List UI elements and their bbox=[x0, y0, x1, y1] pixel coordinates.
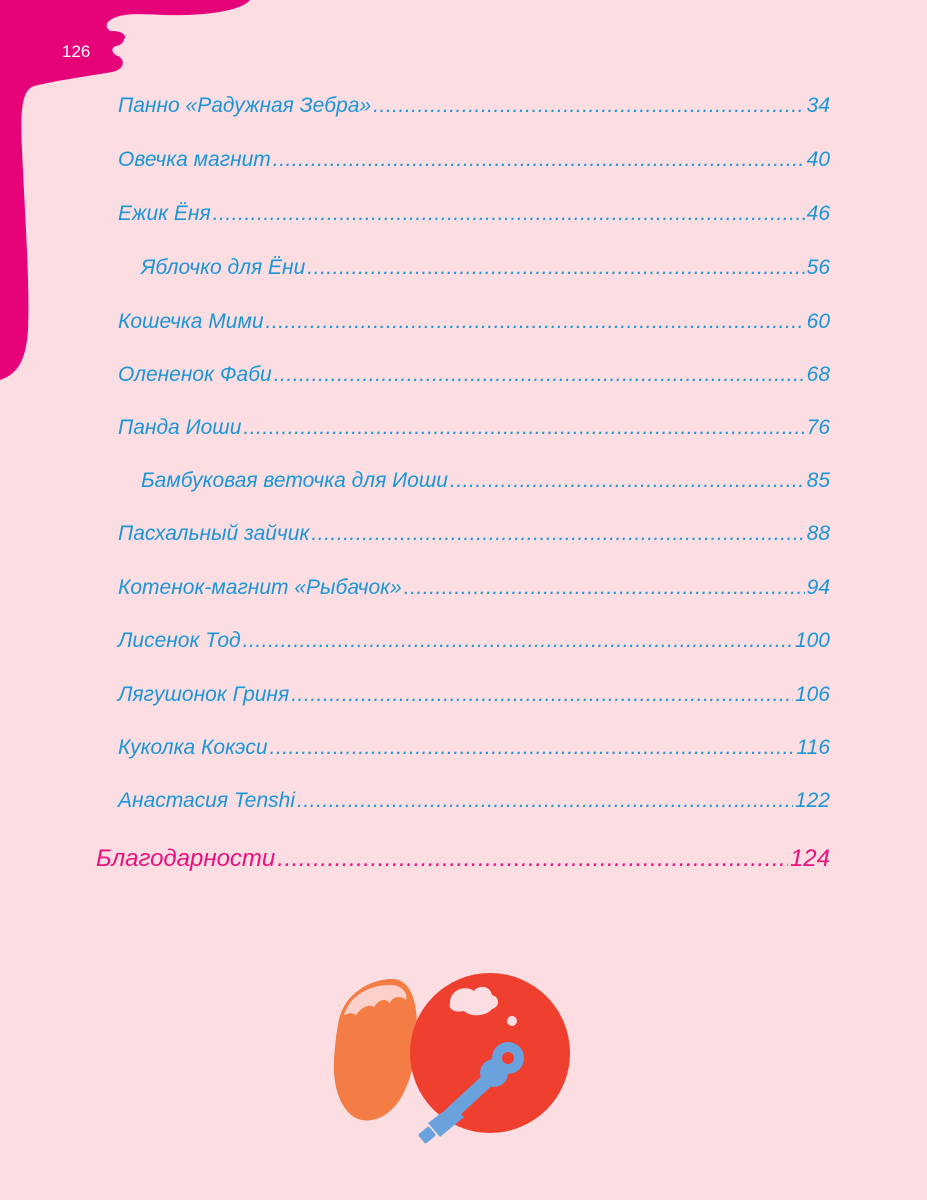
acorn-ball-key-illustration bbox=[320, 945, 570, 1155]
toc-entry-page: 85 bbox=[806, 469, 830, 492]
toc-entry-page: 46 bbox=[806, 202, 830, 225]
toc-entry-page: 100 bbox=[794, 629, 830, 652]
toc-entry-title: Панно «Радужная Зебра» bbox=[118, 94, 372, 117]
dot-leader bbox=[274, 363, 805, 387]
toc-entry-page: 76 bbox=[806, 416, 830, 439]
toc-entry-title: Лягушонок Гриня bbox=[118, 683, 290, 706]
toc-entry-page: 60 bbox=[806, 310, 830, 333]
toc-entry[interactable] bbox=[118, 629, 830, 653]
toc-entry[interactable] bbox=[118, 576, 830, 600]
dot-leader bbox=[373, 94, 804, 118]
toc-entry-title: Кошечка Мими bbox=[118, 310, 264, 333]
toc-entry-page: 88 bbox=[806, 522, 830, 545]
toc-entry[interactable] bbox=[118, 94, 830, 118]
toc-entry-page: 94 bbox=[806, 576, 830, 599]
dot-leader bbox=[307, 256, 804, 280]
toc-entry-page: 106 bbox=[794, 683, 830, 706]
toc-entry-title: Яблочко для Ёни bbox=[141, 256, 306, 279]
toc-entry[interactable] bbox=[118, 202, 830, 226]
toc-final-entry[interactable] bbox=[96, 845, 830, 873]
toc-entry[interactable] bbox=[118, 416, 830, 440]
dot-leader bbox=[297, 789, 793, 813]
toc-entry-title: Панда Иоши bbox=[118, 416, 242, 439]
page-number: 126 bbox=[62, 42, 91, 61]
toc-entry-title: Лисенок Тод bbox=[118, 629, 241, 652]
toc-entry-title: Бамбуковая веточка для Иоши bbox=[141, 469, 448, 492]
toc-subentry[interactable] bbox=[141, 469, 830, 493]
toc-entry-title: Пасхальный зайчик bbox=[118, 522, 310, 545]
dot-leader bbox=[277, 845, 788, 873]
dot-leader bbox=[266, 310, 805, 334]
toc-entry[interactable] bbox=[118, 789, 830, 813]
toc-entry-title: Котенок-магнит «Рыбачок» bbox=[118, 576, 402, 599]
toc-entry-title: Благодарности bbox=[96, 845, 276, 872]
toc-entry-page: 122 bbox=[794, 789, 830, 812]
dot-leader bbox=[291, 683, 793, 707]
dot-leader bbox=[311, 522, 804, 546]
toc-entry-title: Ежик Ёня bbox=[118, 202, 211, 225]
dot-leader bbox=[243, 629, 793, 653]
toc-entry-title: Куколка Кокэси bbox=[118, 736, 268, 759]
dot-leader bbox=[450, 469, 805, 493]
toc-entry-page: 116 bbox=[796, 736, 830, 759]
toc-entry-title: Олененок Фаби bbox=[118, 363, 272, 386]
dot-leader bbox=[273, 148, 805, 172]
dot-leader bbox=[243, 416, 804, 440]
toc-entry[interactable] bbox=[118, 148, 830, 172]
toc-entry[interactable] bbox=[118, 522, 830, 546]
toc-entry-page: 124 bbox=[789, 845, 830, 872]
toc-entry-page: 68 bbox=[806, 363, 830, 386]
dot-leader bbox=[270, 736, 795, 760]
toc-entry-title: Анастасия Tenshi bbox=[118, 789, 296, 812]
toc-subentry[interactable] bbox=[141, 256, 830, 280]
dot-leader bbox=[404, 576, 805, 600]
toc-entry[interactable] bbox=[118, 736, 830, 760]
toc-entry[interactable] bbox=[118, 310, 830, 334]
toc-entry-page: 40 bbox=[806, 148, 830, 171]
toc-entry-title: Овечка магнит bbox=[118, 148, 271, 171]
toc-entry[interactable] bbox=[118, 683, 830, 707]
toc-entry-page: 56 bbox=[806, 256, 830, 279]
toc-entry[interactable] bbox=[118, 363, 830, 387]
toc-entry-page: 34 bbox=[806, 94, 830, 117]
dot-leader bbox=[213, 202, 805, 226]
